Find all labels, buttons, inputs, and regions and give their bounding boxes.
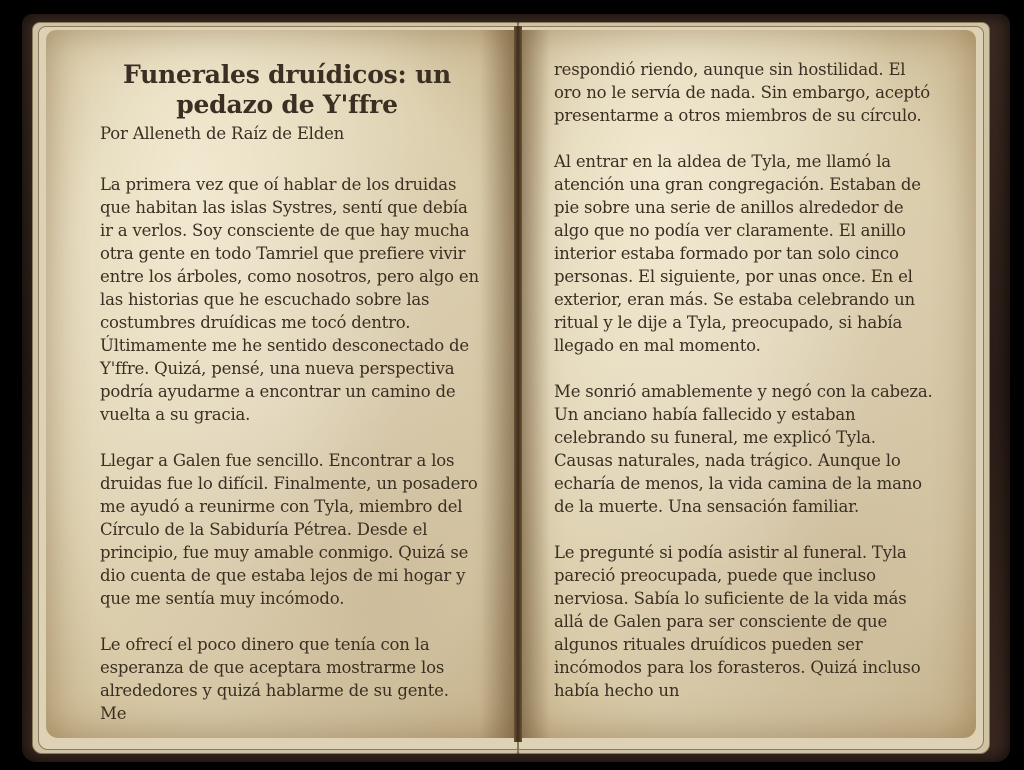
left-paragraph-2: Llegar a Galen fue sencillo. Encontrar a los druidas fue lo difícil. Finalmente, un posadero me ayudó a reunirme con Tyla, miembro del Círculo de la Sabiduría Pétrea. Desde el principio, fue muy amable conmigo. Quizá se dio cuenta de que estaba lejos de mi hogar y que me sentía muy incómodo. — [100, 451, 478, 608]
right-page[interactable] — [520, 30, 976, 738]
book-author: Por Alleneth de Raíz de Elden — [100, 124, 345, 143]
left-page[interactable] — [46, 30, 516, 738]
right-paragraph-3: Me sonrió amablemente y negó con la cabeza. Un anciano había fallecido y estaban celebrando su funeral, me explicó Tyla. Causas naturales, nada trágico. Aunque lo echaría de menos, la vida camina de la mano de la muerte. Una sensación familiar. — [554, 382, 933, 516]
right-page-text — [554, 58, 934, 725]
left-paragraph-1: La primera vez que oí hablar de los druidas que habitan las islas Systres, sentí que debía ir a verlos. Soy consciente de que hay mucha otra gente en todo Tamriel que prefiere vivir entre los árboles, como nosotros, pero algo en las historias que he escuchado sobre las costumbres druídicas me tocó dentro. Últimamente me he sentido desconectado de Y'ffre. Quizá, pensé, una nueva perspectiva podría ayudarme a encontrar un camino de vuelta a su gracia. — [100, 175, 479, 424]
left-paragraph-3: Le ofrecí el poco dinero que tenía con la esperanza de que aceptara mostrarme los alrededores y quizá hablarme de su gente. Me — [100, 635, 449, 723]
left-page-text — [100, 60, 480, 738]
book-spine — [514, 26, 522, 742]
right-paragraph-2: Al entrar en la aldea de Tyla, me llamó la atención una gran congregación. Estaban de pie sobre una serie de anillos alrededor de algo que no podía ver claramente. El anillo interior estaba formado por tan solo cinco personas. El siguiente, por unas once. En el exterior, eran más. Se estaba celebrando un ritual y le dije a Tyla, preocupado, si había llegado en mal momento. — [554, 152, 921, 355]
book-title: Funerales druídicos: un pedazo de Y'ffre — [122, 60, 452, 119]
right-paragraph-4: Le pregunté si podía asistir al funeral. Tyla pareció preocupada, puede que incluso nerviosa. Sabía lo suficiente de la vida más allá de Galen para ser consciente de que algunos rituales druídicos pueden ser incómodos para los forasteros. Quizá incluso había hecho un — [554, 543, 921, 700]
right-paragraph-1: respondió riendo, aunque sin hostilidad. El oro no le servía de nada. Sin embargo, aceptó presentarme a otros miembros de su círculo. — [554, 60, 930, 125]
